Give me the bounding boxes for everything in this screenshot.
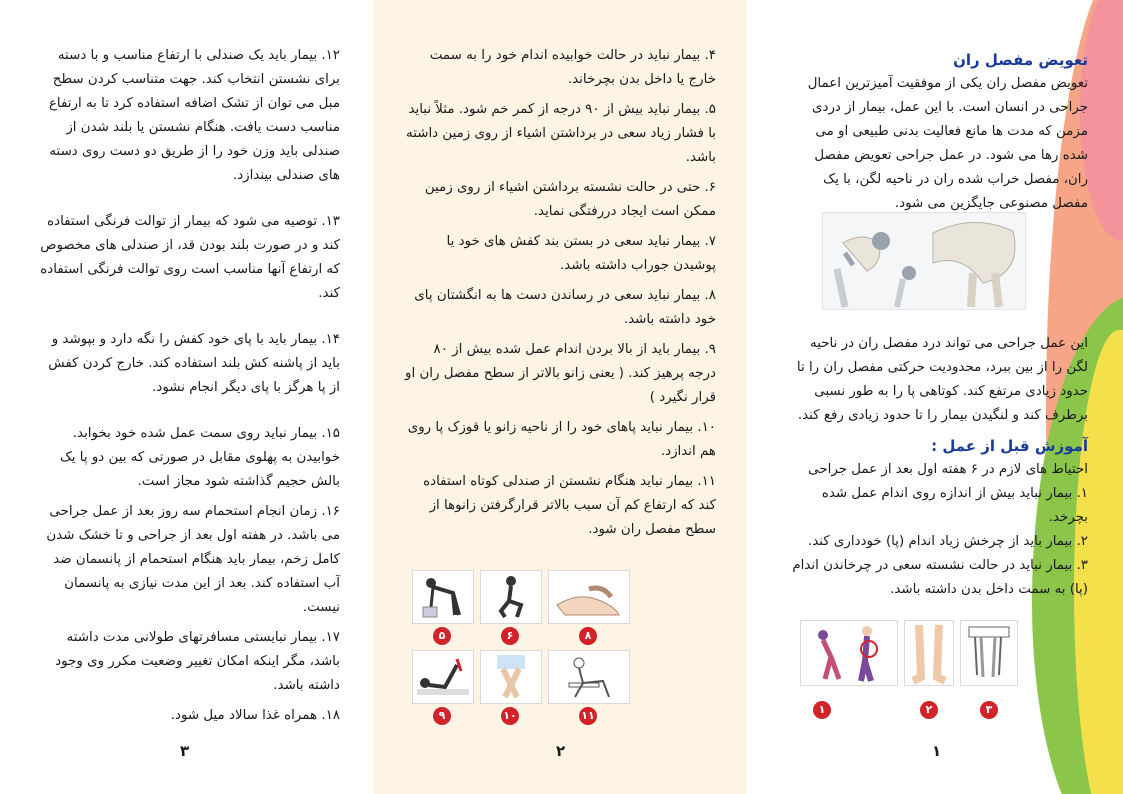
page-1 (746, 0, 1123, 794)
figure-badge-5: ۵ (433, 627, 451, 645)
squatting-figure-icon (481, 571, 541, 623)
page3-text (38, 44, 340, 734)
figure-badge-10: ۱۰ (501, 707, 519, 725)
item-16: ۱۶. زمان انجام استحمام سه روز بعد از عمل جراحی می باشد. در هفته اول بعد از جراحی و تا خشک شدن کامل زخم، بیمار باید هنگام استحمام از پانسمان ضد آب استفاده کند. بعد از این مدت نیازی به پانسمان نیست. (46, 504, 340, 615)
crossed-legs-icon (481, 651, 541, 703)
item-6: ۶. حتی در حالت نشسته برداشتن اشیاء از روی زمین ممکن است ایجاد دررفتگی نماید. (424, 180, 716, 219)
page-number-2: ۲ (556, 742, 566, 760)
page1-body (788, 332, 1088, 602)
page1-intro (788, 48, 1088, 216)
benefits-paragraph: این عمل جراحی می تواند درد مفصل ران در ناحیه لگن را از بین ببرد، محدودیت حرکتی مفصل ران را تا حدود زیادی مرتفع کند. کوتاهی پا را به طور نسبی برطرف کند و لنگیدن بیمار را تا حدود زیادی رفع کند. (796, 336, 1088, 423)
figure-badge-8: ۸ (579, 627, 597, 645)
low-chair-sketch-icon (549, 651, 629, 703)
illustration-seated-legs (960, 620, 1018, 716)
item-11: ۱۱. بیمار نباید هنگام نشستن از صندلی کوتاه استفاده کند که ارتفاع کم آن سبب بالاتر قرارگرفتن زانوها از سطح مفصل ران شود. (423, 474, 716, 537)
illustration-crossed-legs (480, 650, 542, 722)
illustration-row-2 (412, 650, 630, 722)
preop-heading: آموزش قبل از عمل : (931, 437, 1088, 455)
page2-text (404, 44, 716, 548)
seated-legs-sketch-icon (961, 621, 1017, 685)
item-5: ۵. بیمار نباید بیش از ۹۰ درجه از کمر خم شود. مثلاً نباید با فشار زیاد سعی در برداشتن اشیاء از روی زمین داشته باشد. (406, 102, 716, 165)
item-18: ۱۸. همراه غذا سالاد میل شود. (170, 708, 340, 723)
illustration-low-chair (548, 650, 630, 722)
legs-icon (905, 621, 953, 685)
rotation-figures-icon (801, 621, 897, 685)
figure-badge-1: ۱ (813, 701, 831, 719)
bending-figure-icon (413, 571, 473, 623)
page-number-1: ۱ (932, 742, 942, 760)
intro-paragraph: تعویض مفصل ران یکی از موفقیت آمیزترین اعمال جراحی در انسان است. با این عمل، بیمار از دردی مزمن که مدت ها مانع فعالیت بدنی طبیعی او می شده رها می شود. در عمل جراحی تعویض مفصل ران، مفصل خراب شده ران در ناحیه لگن، با یک مفصل مصنوعی جایگزین می شود. (807, 76, 1088, 211)
item-14: ۱۴. بیمار باید با پای خود کفش را نگه دارد و بپوشد و باید از پاشنه کش بلند استفاده کند. خارج کردن کفش از پا هرگز با پای دیگر انجام نشود. (48, 332, 340, 395)
item-15: ۱۵. بیمار نباید روی سمت عمل شده خود بخوابد. خوابیدن به پهلوی مقابل در صورتی که بین دو پا یک بالش حجیم گذاشته شود مجاز است. (59, 426, 340, 489)
figure-badge-6: ۶ (501, 627, 519, 645)
illustration-rotation (800, 620, 898, 716)
figure-badge-11: ۱۱ (579, 707, 597, 725)
figure-badge-3: ۳ (980, 701, 998, 719)
item-10: ۱۰. بیمار نباید پاهای خود را از ناحیه زانو یا قوزک پا روی هم اندازد. (407, 420, 716, 459)
page-number-3: ۳ (180, 742, 190, 760)
illustration-bending (412, 570, 474, 642)
precaution-item-3: ۳. بیمار نباید در حالت نشسته سعی در چرخاندن اندام (پا) به سمت داخل بدن داشته باشد. (792, 558, 1088, 597)
item-9: ۹. بیمار باید از بالا بردن اندام عمل شده بیش از ۸۰ درجه پرهیز کند. ( یعنی زانو بالاتر از سطح مفصل ران او قرار نگیرد ) (405, 342, 716, 405)
illustration-row-1 (412, 570, 630, 642)
figure-badge-2: ۲ (920, 701, 938, 719)
precaution-item-2: ۲. بیمار باید از چرخش زیاد اندام (پا) خودداری کند. (807, 534, 1088, 549)
illustration-leg-raise (412, 650, 474, 722)
item-13: ۱۳. توصیه می شود که بیمار از توالت فرنگی استفاده کند و در صورت بلند بودن قد، از صندلی های مخصوص که ارتفاع آنها مناسب است روی توالت فرنگی استفاده کند. (40, 214, 340, 301)
page-title: تعویض مفصل ران (953, 51, 1088, 69)
hip-prosthesis-icon (823, 213, 1025, 309)
item-17: ۱۷. بیمار نبایستی مسافرتهای طولانی مدت داشته باشد، مگر اینکه امکان تغییر وضعیت مکرر وی وجود داشته باشد. (55, 630, 340, 693)
illustration-shoe (548, 570, 630, 642)
hip-implant-illustration (822, 212, 1026, 310)
item-4: ۴. بیمار نباید در حالت خوابیده اندام خود را به سمت خارج یا داخل بدن بچرخاند. (429, 48, 716, 87)
figure-badge-9: ۹ (433, 707, 451, 725)
page1-illustrations (800, 620, 1018, 716)
page-3 (0, 0, 374, 794)
illustration-squatting (480, 570, 542, 642)
item-12: ۱۲. بیمار باید یک صندلی با ارتفاع مناسب و با دسته برای نشستن انتخاب کند. جهت متناسب کردن سطح مبل می توان از تشک اضافه استفاده کرد تا به ارتفاع مناسب دست یافت. هنگام نشستن یا بلند شدن از صندلی باید وزن خود را از طریق دو دست روی دسته های صندلی بیندازد. (48, 48, 340, 183)
precaution-item-1: ۱. بیمار نباید بیش از اندازه روی اندام عمل شده بچرخد. (821, 486, 1088, 525)
item-8: ۸. بیمار نباید سعی در رساندن دست ها به انگشتان پای خود داشته باشد. (414, 288, 716, 327)
illustration-legs (904, 620, 954, 716)
page-2 (374, 0, 746, 794)
foot-hand-icon (549, 571, 629, 623)
precaution-intro: احتیاط های لازم در ۶ هفته اول بعد از عمل جراحی (808, 462, 1088, 477)
leg-raise-figure-icon (413, 651, 473, 703)
item-7: ۷. بیمار نباید سعی در بستن بند کفش های خود یا پوشیدن جوراب داشته باشد. (446, 234, 716, 273)
